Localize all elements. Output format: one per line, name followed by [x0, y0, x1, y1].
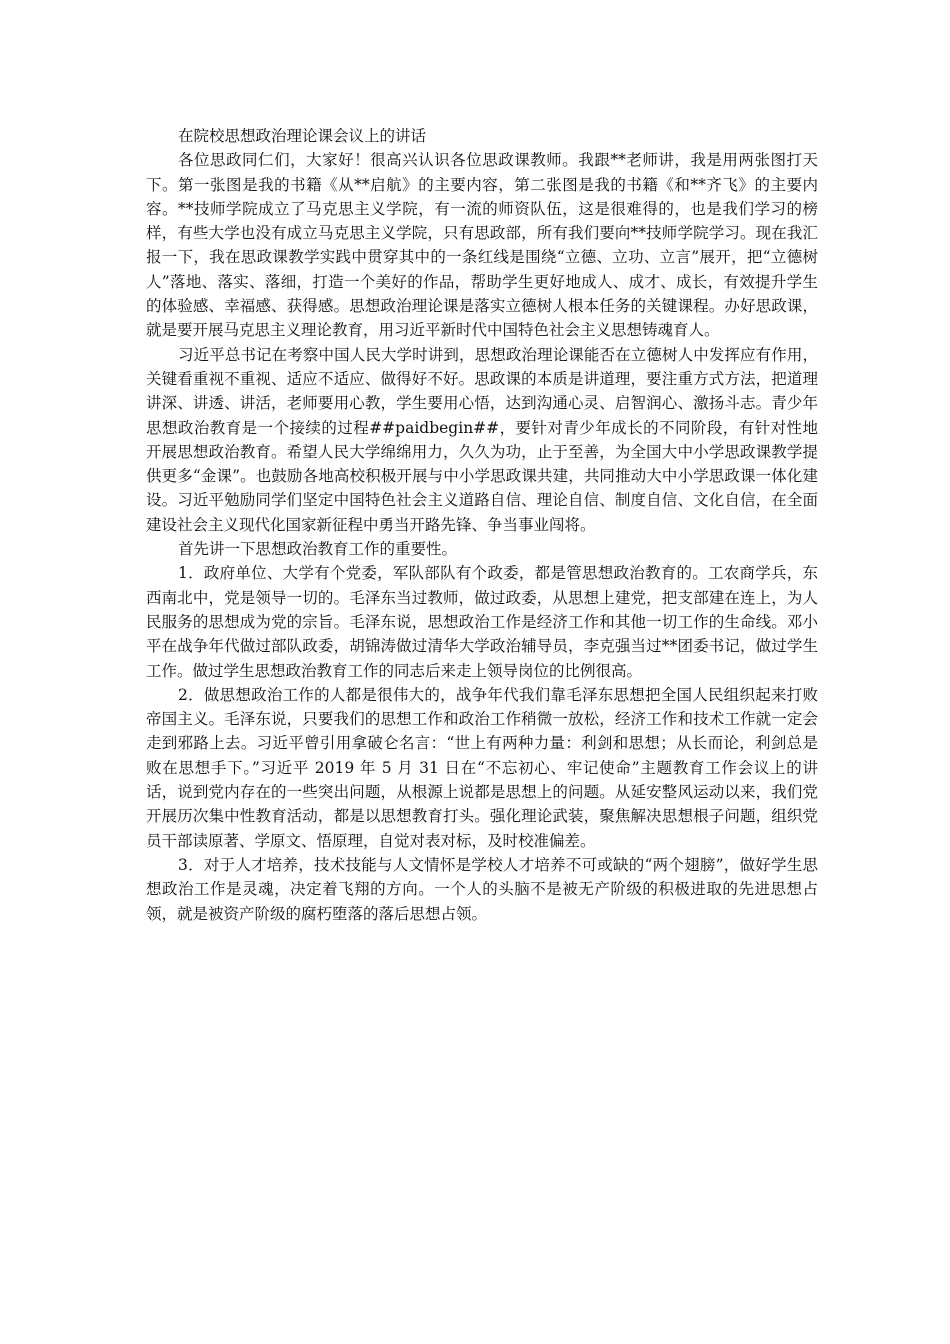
paragraph-point-2: 2．做思想政治工作的人都是很伟大的，战争年代我们靠毛泽东思想把全国人民组织起来打败帝国主义。毛泽东说，只要我们的思想工作和政治工作稍微一放松，经济工作和技术工作就一定会走到邪路上去。习近平曾引用拿破仑名言：“世上有两种力量：利剑和思想；从长而论，利剑总是败在思想手下。”习近平 2019 年 5 月 31 日在“不忘初心、牢记使命”主题教育工作会议上的讲话，说到党内存在的一些突出问题，从根源上说都是思想上的问题。从延安整风运动以来，我们党开展历次集中性教育活动，都是以思想教育打头。强化理论武装，聚焦解决思想根子问题，组织党员干部读原著、学原文、悟原理，自觉对表对标，及时校准偏差。 — [146, 685, 818, 850]
paragraph-xi-remarks: 习近平总书记在考察中国人民大学时讲到，思想政治理论课能否在立德树人中发挥应有作用，关键看重视不重视、适应不适应、做得好不好。思政课的本质是讲道理，要注重方式方法，把道理讲深、讲透、讲活，老师要用心教，学生要用心悟，达到沟通心灵、启智润心、激扬斗志。青少年思想政治教育是一个接续的过程##paidbegin##，要针对青少年成长的不同阶段，有针对性地开展思想政治教育。希望人民大学绵绵用力，久久为功，止于至善，为全国大中小学思政课教学提供更多“金课”。也鼓励各地高校积极开展与中小学思政课共建，共同推动大中小学思政课一体化建设。习近平勉励同学们坚定中国特色社会主义道路自信、理论自信、制度自信、文化自信，在全面建设社会主义现代化国家新征程中勇当开路先锋、争当事业闯将。 — [146, 345, 818, 534]
paragraph-importance-intro: 首先讲一下思想政治教育工作的重要性。 — [178, 540, 458, 559]
paragraph-greeting: 各位思政同仁们，大家好！很高兴认识各位思政课教师。我跟**老师讲，我是用两张图打天下。第一张图是我的书籍《从**启航》的主要内容，第二张图是我的书籍《和**齐飞》的主要内容。**技师学院成立了马克思主义学院，有一流的师资队伍，这是很难得的，也是我们学习的榜样，有些大学也没有成立马克思主义学院，只有思政部，所有我们要向**技师学院学习。现在我汇报一下，我在思政课教学实践中贯穿其中的一条红线是围绕“立德、立功、立言”展开，把“立德树人”落地、落实、落细，打造一个美好的作品，帮助学生更好地成人、成才、成长，有效提升学生的体验感、幸福感、获得感。思想政治理论课是落实立德树人根本任务的关键课程。办好思政课，就是要开展马克思主义理论教育，用习近平新时代中国特色社会主义思想铸魂育人。 — [146, 151, 818, 340]
document-title: 在院校思想政治理论课会议上的讲话 — [178, 127, 427, 145]
paragraph-point-3: 3．对于人才培养，技术技能与人文情怀是学校人才培养不可或缺的“两个翅膀”，做好学生思想政治工作是灵魂，决定着飞翔的方向。一个人的头脑不是被无产阶级的积极进取的先进思想占领，就是被资产阶级的腐朽堕落的落后思想占领。 — [146, 855, 818, 923]
paragraph-point-1: 1．政府单位、大学有个党委，军队部队有个政委，都是管思想政治教育的。工农商学兵，东西南北中，党是领导一切的。毛泽东当过教师，做过政委，从思想上建党，把支部建在连上，为人民服务的思想成为党的宗旨。毛泽东说，思想政治工作是经济工作和其他一切工作的生命线。邓小平在战争年代做过部队政委，胡锦涛做过清华大学政治辅导员，李克强当过**团委书记，做过学生工作。做过学生思想政治教育工作的同志后来走上领导岗位的比例很高。 — [146, 564, 818, 680]
document-body — [146, 124, 818, 926]
